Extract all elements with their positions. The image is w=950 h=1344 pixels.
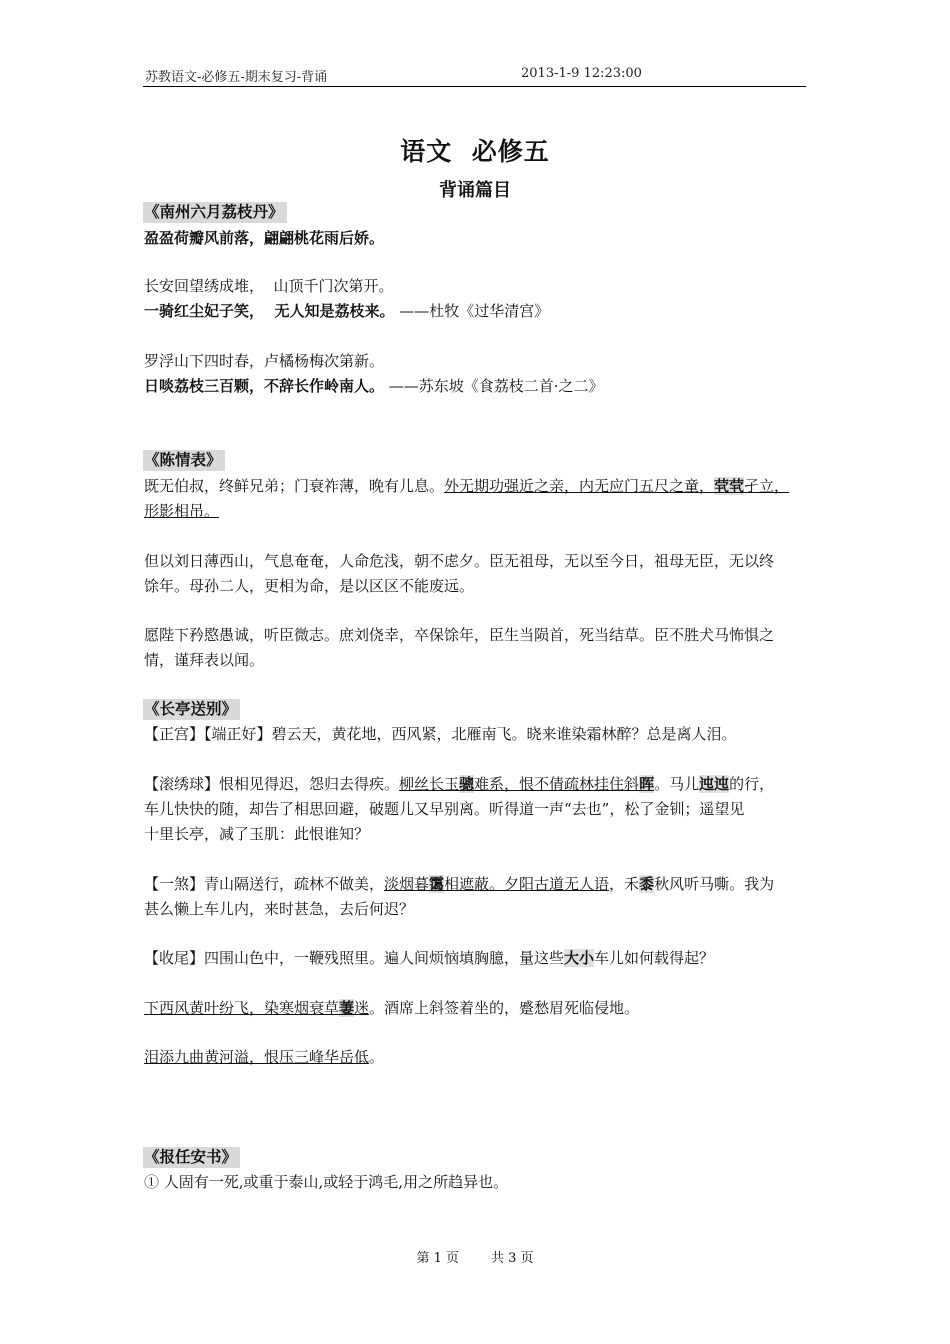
underlined-text: 孑立，: [744, 477, 790, 495]
highlighted-text: 晖: [639, 775, 655, 793]
text-segment: ，禾: [609, 875, 640, 893]
paragraph-line: ① 人固有一死,或重于泰山,或轻于鸿毛,用之所趋异也。: [144, 1173, 509, 1191]
page-number: 第 1 页: [416, 1251, 459, 1266]
underlined-text: 下西风黄叶纷飞，染寒烟衰草: [144, 999, 340, 1017]
page-total: 共 3 页: [491, 1251, 534, 1266]
poem-line: 盈盈荷瓣风前落，翩翩桃花雨后娇。: [144, 229, 385, 247]
document-title: 语文 必修五: [400, 137, 550, 166]
underlined-text: 泪添九曲黄河溢，恨压三峰华岳低: [144, 1048, 370, 1066]
poem-line: [144, 374, 814, 398]
paragraph-line: [144, 499, 814, 523]
poem-attribution: ——杜牧《过华清宫》: [394, 302, 550, 320]
underlined-text: 难系，恨不倩疏林挂住斜: [474, 775, 640, 793]
highlighted-text: 萋: [339, 999, 355, 1017]
page-footer: [0, 1247, 950, 1266]
poem-attribution: ——苏东坡《食荔枝二首·之二》: [384, 377, 604, 395]
poem-line: [144, 299, 814, 323]
paragraph-line: 十里长亭，减了玉肌：此恨谁知？: [144, 825, 370, 843]
highlighted-text: 骢: [459, 775, 475, 793]
highlighted-text: 迍迍: [699, 775, 730, 793]
section-title-changting: 《长亭送别》: [143, 699, 240, 720]
text-segment: 【一煞】青山隔送行，疏林不做美，: [144, 875, 385, 893]
paragraph-line: [144, 872, 814, 896]
text-segment: 。: [369, 1048, 385, 1066]
paragraph-line: 车儿快快的随，却告了相思回避，破题儿又早别离。听得道一声“去也”，松了金钏；遥望见: [144, 800, 745, 818]
header-timestamp: 2013-1-9 12:23:00: [521, 66, 642, 81]
text-segment: 。马儿: [654, 775, 700, 793]
section-title-chenqingbiao: 《陈情表》: [143, 450, 225, 471]
paragraph-line: [144, 1045, 814, 1069]
highlighted-text: 茕茕: [714, 477, 745, 495]
text-segment: 【滚绣球】恨相见得迟，怨归去得疾。: [144, 775, 400, 793]
text-segment: 【收尾】四围山色中，一鞭残照里。遍人间烦恼填胸臆，量这些: [144, 949, 565, 967]
paragraph-line: 情，谨拜表以闻。: [144, 651, 265, 669]
text-segment: 车儿如何载得起？: [594, 949, 715, 967]
highlighted-text: 大小: [564, 949, 595, 967]
poem-line: 长安回望绣成堆， 山顶千门次第开。: [144, 277, 394, 295]
text-segment: 的行，: [729, 775, 775, 793]
underlined-text: 淡烟暮: [384, 875, 430, 893]
paragraph-line: 愿陛下矜愍愚诚，听臣微志。庶刘侥幸，卒保馀年，臣生当陨首，死当结草。臣不胜犬马怖惧之: [144, 626, 775, 644]
header-doc-title: 苏教语文-必修五-期末复习-背诵: [145, 70, 328, 85]
paragraph-line: 但以刘日薄西山，气息奄奄，人命危浅，朝不虑夕。臣无祖母，无以至今日，祖母无臣，无以终: [144, 552, 775, 570]
underlined-text: 柳丝长玉: [399, 775, 460, 793]
underlined-text: 迷: [354, 999, 370, 1017]
paragraph-line: [144, 946, 814, 970]
text-segment: 秋风听马嘶。我为: [654, 875, 775, 893]
document-subtitle: 背诵篇目: [439, 180, 511, 201]
section-title-lizhi: 《南州六月荔枝丹》: [143, 202, 287, 223]
underlined-text: 相遮蔽。夕阳古道无人语: [444, 875, 610, 893]
paragraph-line: 甚么懒上车儿内，来时甚急，去后何迟？: [144, 900, 415, 918]
text-segment: 。酒席上斜签着坐的，蹙愁眉死临侵地。: [369, 999, 640, 1017]
paragraph-line: [144, 474, 814, 498]
paragraph-line: 馀年。母孙二人，更相为命，是以区区不能废远。: [144, 577, 475, 595]
poem-line: 罗浮山下四时春，卢橘杨梅次第新。: [144, 352, 385, 370]
highlighted-text: 霭: [429, 875, 445, 893]
poem-line-bold: 日啖荔枝三百颗，不辞长作岭南人。: [144, 377, 385, 395]
paragraph-line: 【正宫】【端正好】碧云天，黄花地，西风紧，北雁南飞。晓来谁染霜林醉？总是离人泪。: [144, 725, 737, 743]
section-title-baorenanshu: 《报任安书》: [143, 1147, 240, 1168]
paragraph-line: [144, 772, 814, 796]
paragraph-line: [144, 996, 814, 1020]
poem-line-bold: 一骑红尘妃子笑， 无人知是荔枝来。: [144, 302, 395, 320]
underlined-text: 形影相吊。: [144, 502, 220, 520]
page-header: [143, 66, 806, 87]
text-segment: 既无伯叔，终鲜兄弟；门衰祚薄，晚有儿息。: [144, 477, 445, 495]
highlighted-text: 黍: [639, 875, 655, 893]
underlined-text: 外无期功强近之亲，内无应门五尺之童，: [444, 477, 715, 495]
